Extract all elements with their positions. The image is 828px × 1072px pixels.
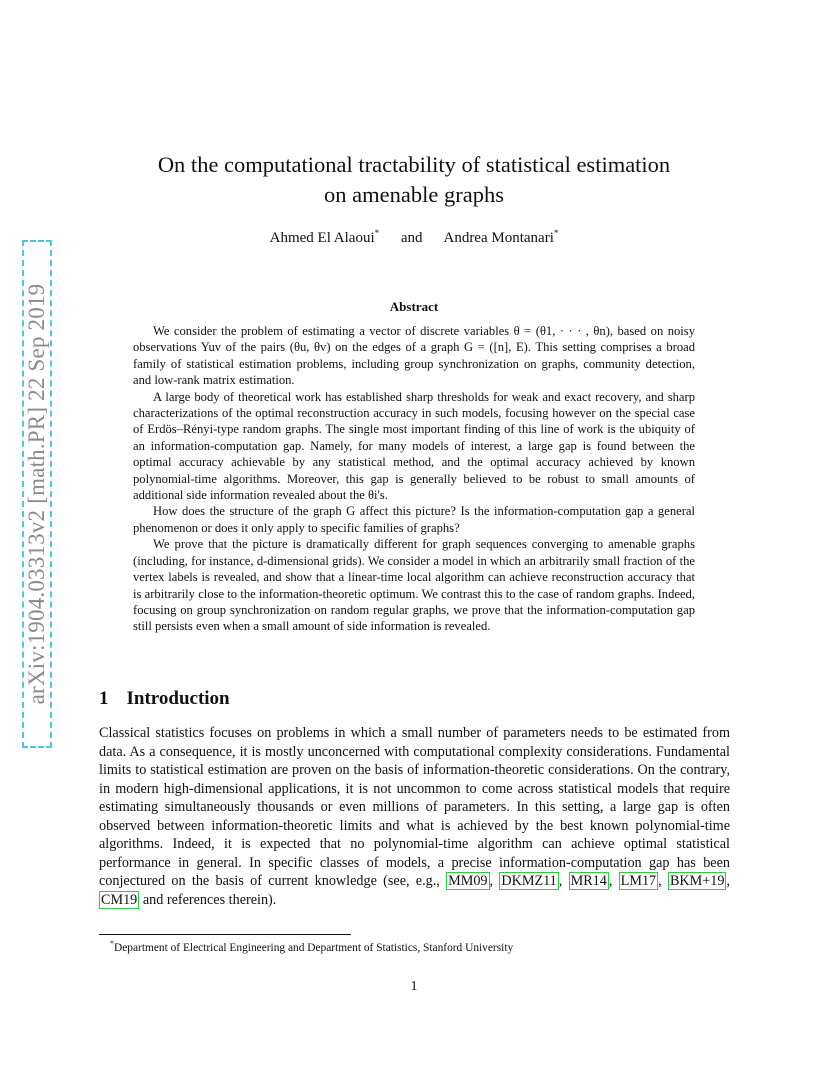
section-number: 1 bbox=[99, 688, 109, 709]
paper-title bbox=[0, 150, 828, 210]
abstract-body bbox=[133, 323, 695, 635]
citation-link[interactable]: DKMZ11 bbox=[501, 873, 557, 889]
intro-paragraph: Classical statistics focuses on problems in which a small number of parameters needs to be estimated from data. As a consequence, it is mostly unconcerned with computational complexity considerations. Fundamental limits to statistical estimation are proven on the basis of information-theoretic considerations. On the contrary, in modern high-dimensional applications, it is not uncommon to come across statistical models that require estimating simultaneously thousands or even millions of parameters. In this setting, a large gap is often observed between information-theoretic limits and what is achieved by the best known polynomial-time algorithms. Indeed, it is expected that no polynomial-time algorithm can achieve optimal statistical performance in general. In specific classes of models, a precise information-computation gap has been conjectured on the basis of current knowledge (see, e.g., MM09 , DKMZ11 , MR14 , LM17 , BKM+19 , CM19 and references therein). bbox=[99, 725, 731, 908]
author-1-mark: * bbox=[374, 228, 380, 238]
abstract-paragraph: We prove that the picture is dramatically different for graph sequences converging to amenable graphs (including, for instance, d-dimensional grids). We consider a model in which an arbitrarily small fraction of the vertex labels is revealed, and show that a linear-time local algorithm can achieve reconstruction accuracy that is arbitrarily close to the information-theoretic optimum. We contrast this to the case of random graphs. Indeed, focusing on group synchronization on random regular graphs, we prove that the information-computation gap still persists even when a small amount of side information is revealed. bbox=[133, 537, 695, 634]
citation-link[interactable]: LM17 bbox=[620, 873, 657, 889]
introduction-body bbox=[99, 724, 730, 909]
section-heading bbox=[99, 688, 230, 710]
abstract-paragraph: We consider the problem of estimating a vector of discrete variables θ = (θ1, · · · , θn), based on noisy observations Yuv of the pairs (θu, θv) on the edges of a graph G = ([n], E). This setting comprises a broad family of statistical estimation problems, including group synchronization on graphs, community detection, and low-rank matrix estimation. bbox=[133, 324, 695, 388]
arxiv-stamp bbox=[22, 240, 52, 748]
author-conjunction: and bbox=[400, 230, 423, 246]
abstract-paragraph: How does the structure of the graph G affect this picture? Is the information-computation gap a general phenomenon or does it only apply to specific families of graphs? bbox=[133, 504, 695, 535]
author-2: Andrea Montanari bbox=[443, 230, 554, 246]
citation-link[interactable]: MM09 bbox=[448, 873, 488, 889]
abstract-heading: Abstract bbox=[389, 299, 439, 314]
author-list bbox=[0, 228, 828, 247]
section-title: Introduction bbox=[126, 688, 230, 709]
abstract-paragraph: A large body of theoretical work has established sharp thresholds for weak and exact recovery, and sharp characterizations of the optimal reconstruction accuracy in such models, focusing however on the special case of Erdös–Rényi-type random graphs. The single most important finding of this line of work is the ubiquity of an information-computation gap. Namely, for many models of interest, a large gap is found between the optimal accuracy achievable by any statistical method, and the optimal accuracy achieved by known polynomial-time algorithms. Moreover, this gap is generally believed to be robust to small amounts of additional side information revealed about the θi's. bbox=[133, 389, 695, 503]
title-line-2: on amenable graphs bbox=[324, 182, 504, 207]
footnote-rule bbox=[99, 934, 351, 935]
author-2-mark: * bbox=[553, 228, 559, 238]
intro-text: Classical statistics focuses on problems in which a small number of parameters needs to be estimated from data. As a consequence, it is mostly unconcerned with computational complexity considerations. Fundamental limits to statistical estimation are proven on the basis of information-theoretic considerations. On the contrary, in modern high-dimensional applications, it is not uncommon to come across statistical models that require estimating simultaneously thousands or even millions of parameters. In this setting, a large gap is often observed between information-theoretic limits and what is achieved by the best known polynomial-time algorithms. Indeed, it is expected that no polynomial-time algorithm can achieve optimal statistical performance in general. In specific classes of models, a precise information-computation gap has been conjectured on the basis of current knowledge (see, e.g., bbox=[99, 725, 730, 889]
page-number: 1 bbox=[410, 979, 418, 994]
citation-link[interactable]: MR14 bbox=[570, 873, 607, 889]
title-line-1: On the computational tractability of statistical estimation bbox=[157, 152, 671, 177]
arxiv-id: arXiv:1904.03313v2 [math.PR] 22 Sep 2019 bbox=[24, 283, 49, 705]
footnote bbox=[110, 939, 513, 954]
citation-link[interactable]: BKM+19 bbox=[669, 873, 725, 889]
footnote-text: Department of Electrical Engineering and Department of Statistics, Stanford University bbox=[114, 941, 514, 954]
intro-text-end: and references therein). bbox=[139, 891, 277, 908]
author-1: Ahmed El Alaoui bbox=[269, 230, 375, 246]
footnote-mark: * bbox=[110, 939, 114, 948]
citation-link[interactable]: CM19 bbox=[101, 891, 138, 908]
